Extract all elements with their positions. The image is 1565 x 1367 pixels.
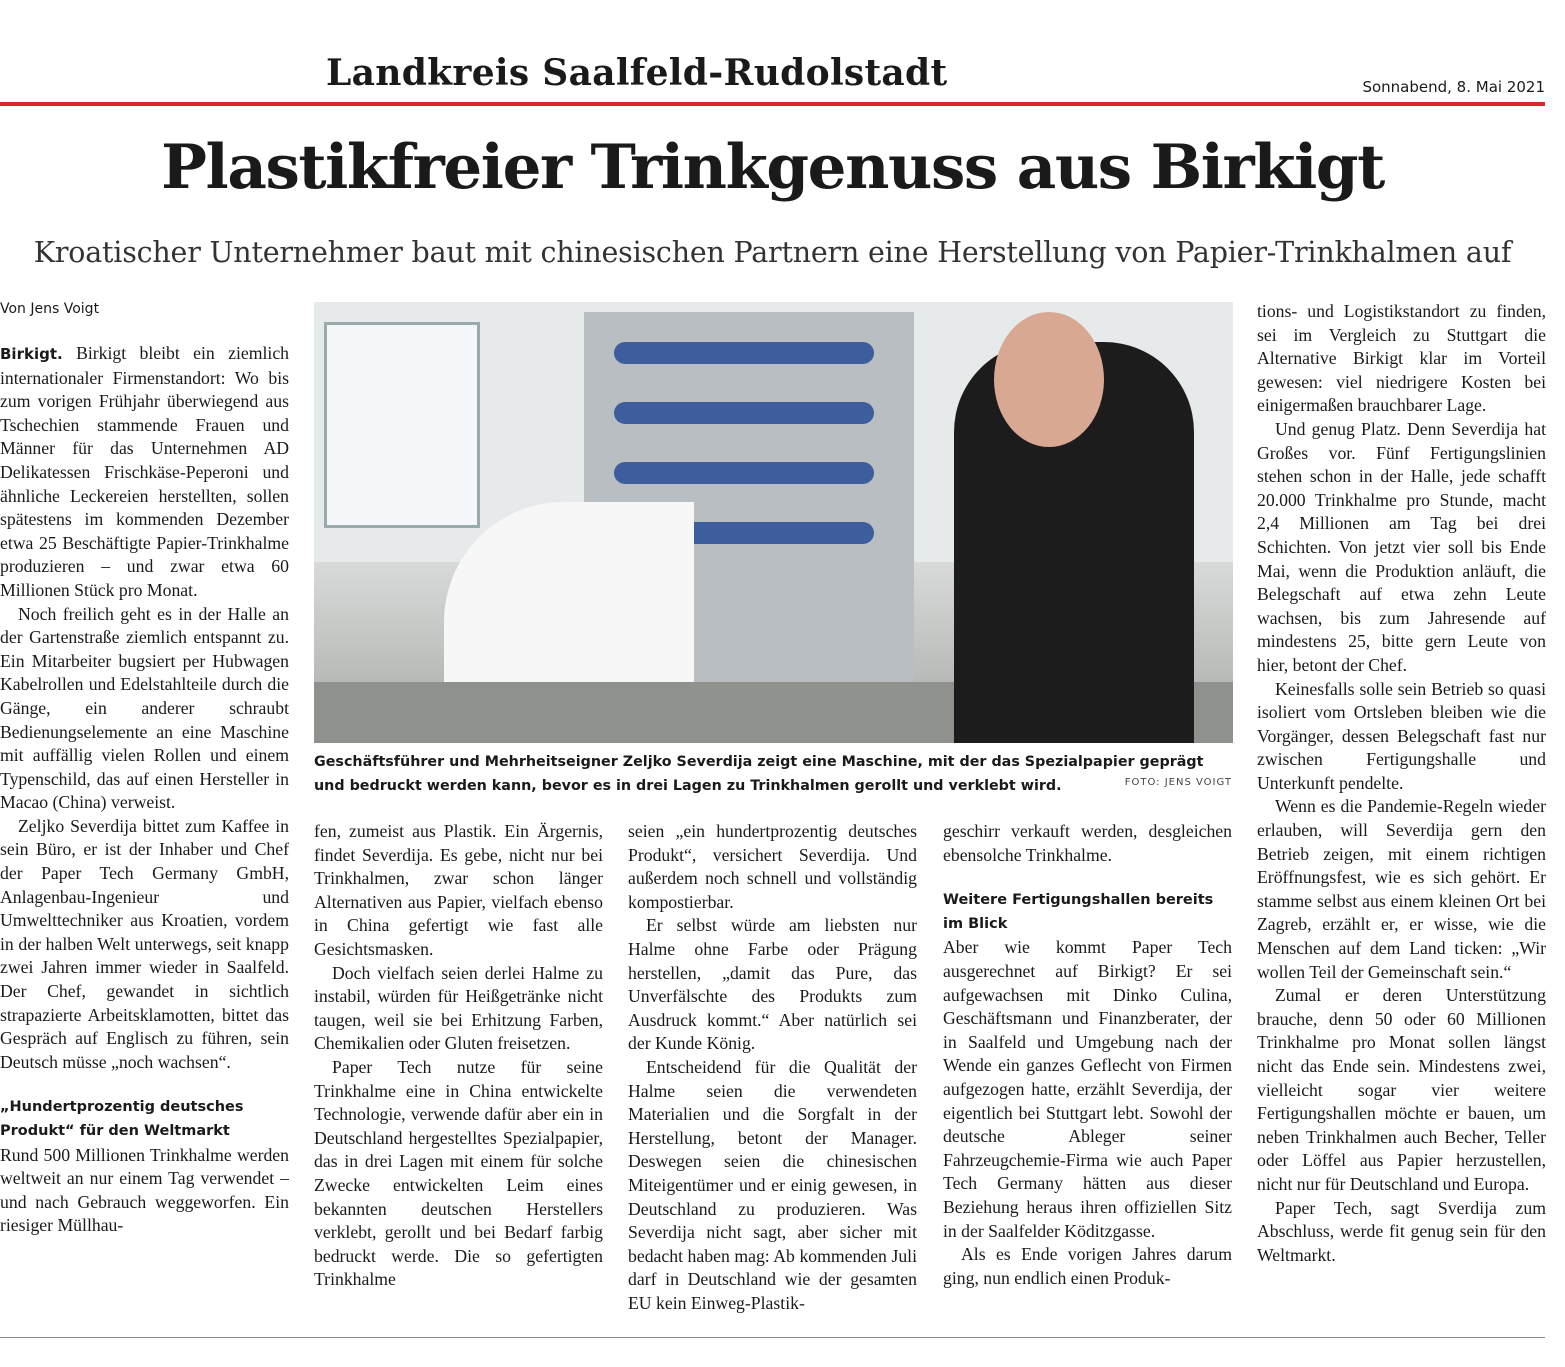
paragraph: Zeljko Severdija bittet zum Kaffee in sein Büro, er ist der Inhaber und Chef der Paper Tech Germany GmbH, Anlagenbau-Ingenieur und Umwelttechniker aus Kroatien, vordem in der halben Welt unterwegs, seit knapp zwei Jahren immer wieder in Saalfeld. Der Chef, gewandet in sichtlich strapazierte Arbeitsklamotten, bittet das Gespräch auf Englisch zu führen, sein Deutsch müsse „noch wachsen“.: [0, 815, 289, 1072]
issue-date: Sonnabend, 8. Mai 2021: [1362, 78, 1545, 96]
paragraph: Als es Ende vorigen Jahres darum ging, nun endlich einen Produk-: [943, 1244, 1232, 1288]
paragraph: Doch vielfach seien derlei Halme zu instabil, würden für Heißgetränke nicht taugen, weil sie bei Erhitzung Farben, Chemikalien oder Gluten freisetzen.: [314, 962, 603, 1054]
photo-caption: Geschäftsführer und Mehrheitseigner Zeljko Severdija zeigt eine Maschine, mit der das Spezialpapier geprägt und bedruckt werden kann, bevor es in drei Lagen zu Trinkhalmen gerollt und verklebt wird.: [314, 754, 1204, 794]
paragraph: Zumal er deren Unterstützung brauche, denn 50 oder 60 Millionen Trinkhalme pro Monat sollen längst nicht das Ende sein. Mindestens zwei, vielleicht sogar vier weitere Fertigungshallen möchte er bauen, um neben Trinkhalmen auch Becher, Teller oder Löffel aus Papier herzustellen, nicht nur für Deutschland und Europa.: [1257, 985, 1546, 1194]
subheading: „Hundertprozentig deutsches Produkt“ für den Weltmarkt: [0, 1099, 244, 1139]
paragraph: seien „ein hundertprozentig deutsches Produkt“, versichert Severdija. Und außerdem noch schnell und vollständig kompostierbar.: [628, 821, 917, 912]
article-photo: [314, 302, 1233, 743]
bottom-rule: [0, 1337, 1545, 1338]
paragraph: geschirr verkauft werden, desgleichen ebensolche Trinkhalme.: [943, 821, 1232, 865]
paragraph: tions- und Logistikstandort zu finden, sei im Vergleich zu Stuttgart die Alternative Birkigt klar im Vorteil gewesen: viel niedrigere Kosten bei einigermaßen brauchbarer Lage.: [1257, 301, 1546, 416]
column-1: [0, 300, 289, 1238]
paragraph: Entscheidend für die Qualität der Halme seien die verwendeten Materialien und die Sorgfalt in der Herstellung, betont der Manager. Deswegen seien die chinesischen Miteigentümer und er einig gewesen, in Deutschland zu produzieren. Was Severdija nicht sagt, aber sicher mit bedacht haben mag: Ab kommenden Juli darf in Deutschland wie der gesamten EU kein Einweg-Plastik-: [628, 1056, 917, 1313]
paragraph: Paper Tech, sagt Sverdija zum Abschluss, werde fit genug sein für den Weltmarkt.: [1257, 1197, 1546, 1265]
dateline: Birkigt.: [0, 345, 63, 363]
subheadline: Kroatischer Unternehmer baut mit chinesischen Partnern eine Herstellung von Papier-Trinkhalmen auf: [33, 236, 1512, 269]
paragraph: Paper Tech nutze für seine Trinkhalme eine in China entwickelte Technologie, verwende dafür aber ein in Deutschland hergestelltes Spezialpapier, das in drei Lagen mit einem für solche Zwecke entwickelten Leim eines bekannten deutschen Herstellers verklebt, gerollt und bei Bedarf farbig bedruckt werde. Die so gefertigten Trinkhalme: [314, 1056, 603, 1290]
paragraph: Birkigt. Birkigt bleibt ein ziemlich internationaler Firmenstandort: Wo bis zum vorigen Frühjahr überwiegend aus Tschechien stammende Frauen und Männer für das Unternehmen AD Delikatessen Frischkäse-Peperoni und ähnliche Leckereien herstellten, sollen spätestens im kommenden Dezember etwa 25 Beschäftigte Papier-Trinkhalme produzieren – und zwar etwa 60 Millionen Stück pro Monat.: [0, 343, 290, 600]
headline: Plastikfreier Trinkgenuss aus Birkigt: [161, 132, 1384, 203]
paragraph: Noch freilich geht es in der Halle an der Gartenstraße ziemlich entspannt zu. Ein Mitarbeiter bugsiert per Hubwagen Kabelrollen und Edelstahlteile durch die Gänge, ein anderer schraubt Bedienungselemente an eine Maschine mit auffällig vielen Rollen und einem Typenschild, das auf einen Hersteller in Macao (China) verweist.: [0, 603, 289, 813]
paragraph: Keinesfalls solle sein Betrieb so quasi isoliert vom Ortsleben bleiben wie die Vorgänger, dessen Belegschaft fast nur zwischen Fertigungshalle und Unterkunft pendelte.: [1257, 678, 1546, 793]
paragraph: Rund 500 Millionen Trinkhalme werden weltweit an nur einem Tag verwendet – und nach Gebrauch weggeworfen. Ein riesiger Müllhau-: [0, 1144, 289, 1236]
column-5: [1257, 300, 1546, 1267]
column-4: [943, 820, 1232, 1290]
paragraph: Aber wie kommt Paper Tech ausgerechnet auf Birkigt? Er sei aufgewachsen mit Dinko Culina, Geschäftsmann und Finanzberater, der in Saalfeld und Umgebung nach der Wende ein ganzes Geflecht von Firmen aufgezogen hatte, erzählt Severdija, der eigentlich bei Stuttgart lebt. Sowohl der deutsche Ableger seiner Fahrzeugchemie-Firma wie auch Paper Tech Germany hätten aus dieser Beziehung heraus ihren offiziellen Sitz in der Saalfelder Köditzgasse.: [943, 937, 1232, 1241]
paragraph: Wenn es die Pandemie-Regeln wieder erlauben, will Severdija gern den Betrieb zeigen, mit einem richtigen Eröffnungsfest, wie es sich gehört. Er stamme selbst aus einem kleinen Ort bei Zagreb, erzählt er, er wisse, wie die Menschen auf dem Land ticken: „Wir wollen Teil der Gemeinschaft sein.“: [1257, 796, 1546, 982]
subheading: Weitere Fertigungshallen bereits im Blick: [943, 892, 1214, 932]
paragraph: fen, zumeist aus Plastik. Ein Ärgernis, findet Severdija. Es gebe, nicht nur bei Trinkhalmen, zwar schon länger Alternativen aus Papier, vielfach ebenso in China gefertigt wie fast alle Gesichtsmasken.: [314, 821, 603, 959]
section-title: Landkreis Saalfeld-Rudolstadt: [326, 52, 948, 94]
page-header: [0, 0, 1565, 108]
column-2: [314, 820, 603, 1292]
window-shape: [324, 322, 480, 528]
header-rule: [0, 102, 1545, 106]
person-head-shape: [994, 312, 1104, 447]
paragraph: Er selbst würde am liebsten nur Halme ohne Farbe oder Prägung herstellen, „damit das Pure, das Unverfälschte des Produkts zum Ausdruck kommt.“ Aber natürlich sei der Kunde König.: [628, 915, 917, 1054]
byline: Von Jens Voigt: [0, 301, 100, 317]
column-3: [628, 820, 917, 1315]
paragraph: Und genug Platz. Denn Severdija hat Großes vor. Fünf Fertigungslinien stehen schon in der Halle, jede schafft 20.000 Trinkhalme pro Stunde, macht 2,4 Millionen am Tag bei drei Schichten. Von jetzt vier soll bis Ende Mai, wenn die Produktion anläuft, die Belegschaft auf etwa zehn Leute wachsen, bis zum Jahresende auf mindestens 25, bitte gern Leute von hier, betont der Chef.: [1257, 418, 1546, 675]
photo-credit: FOTO: JENS VOIGT: [1124, 777, 1232, 788]
